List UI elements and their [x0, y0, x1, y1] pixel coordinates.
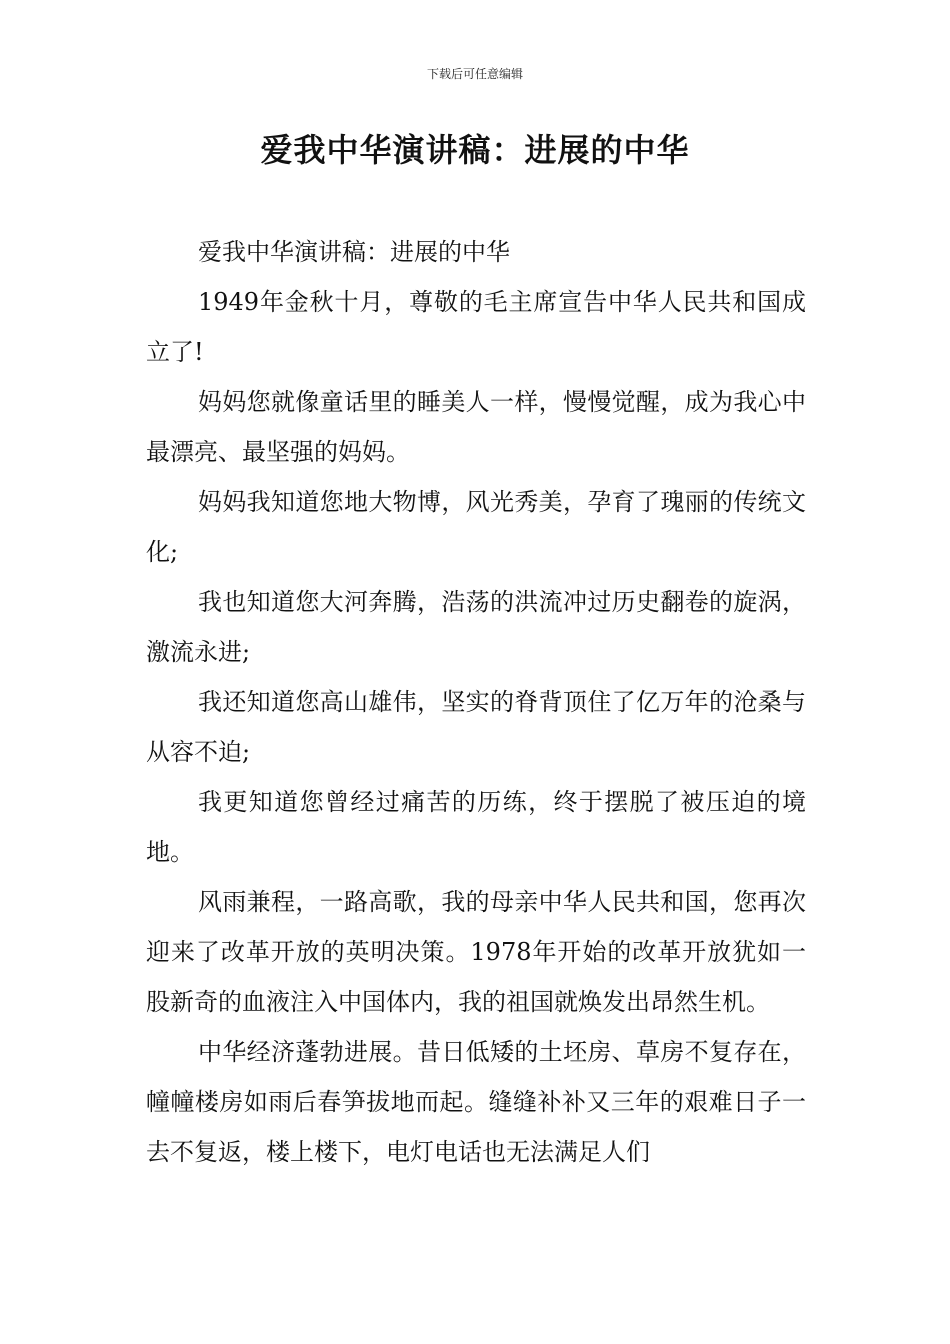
paragraph: 我更知道您曾经过痛苦的历练，终于摆脱了被压迫的境地。	[146, 788, 806, 866]
paragraph: 妈妈我知道您地大物博，风光秀美，孕育了瑰丽的传统文化;	[146, 488, 806, 566]
paragraph: 1949年金秋十月，尊敬的毛主席宣告中华人民共和国成立了!	[146, 288, 806, 366]
paragraph: 中华经济蓬勃进展。昔日低矮的土坯房、草房不复存在，幢幢楼房如雨后春笋拔地而起。缝缝补补又三年的艰难日子一去不复返，楼上楼下，电灯电话也无法满足人们	[146, 1038, 806, 1166]
document-body	[146, 227, 806, 1177]
paragraph: 我也知道您大河奔腾，浩荡的洪流冲过历史翻卷的旋涡，激流永进;	[146, 588, 806, 666]
paragraph: 爱我中华演讲稿：进展的中华	[198, 238, 510, 266]
paragraph: 妈妈您就像童话里的睡美人一样，慢慢觉醒，成为我心中最漂亮、最坚强的妈妈。	[146, 388, 806, 466]
paragraph: 风雨兼程，一路高歌，我的母亲中华人民共和国，您再次迎来了改革开放的英明决策。1978年开始的改革开放犹如一股新奇的血液注入中国体内，我的祖国就焕发出昂然生机。	[146, 888, 806, 1016]
page-header-note: 下载后可任意编辑	[426, 67, 523, 81]
document-title: 爱我中华演讲稿：进展的中华	[260, 131, 690, 169]
paragraph: 我还知道您高山雄伟，坚实的脊背顶住了亿万年的沧桑与从容不迫;	[146, 688, 806, 766]
